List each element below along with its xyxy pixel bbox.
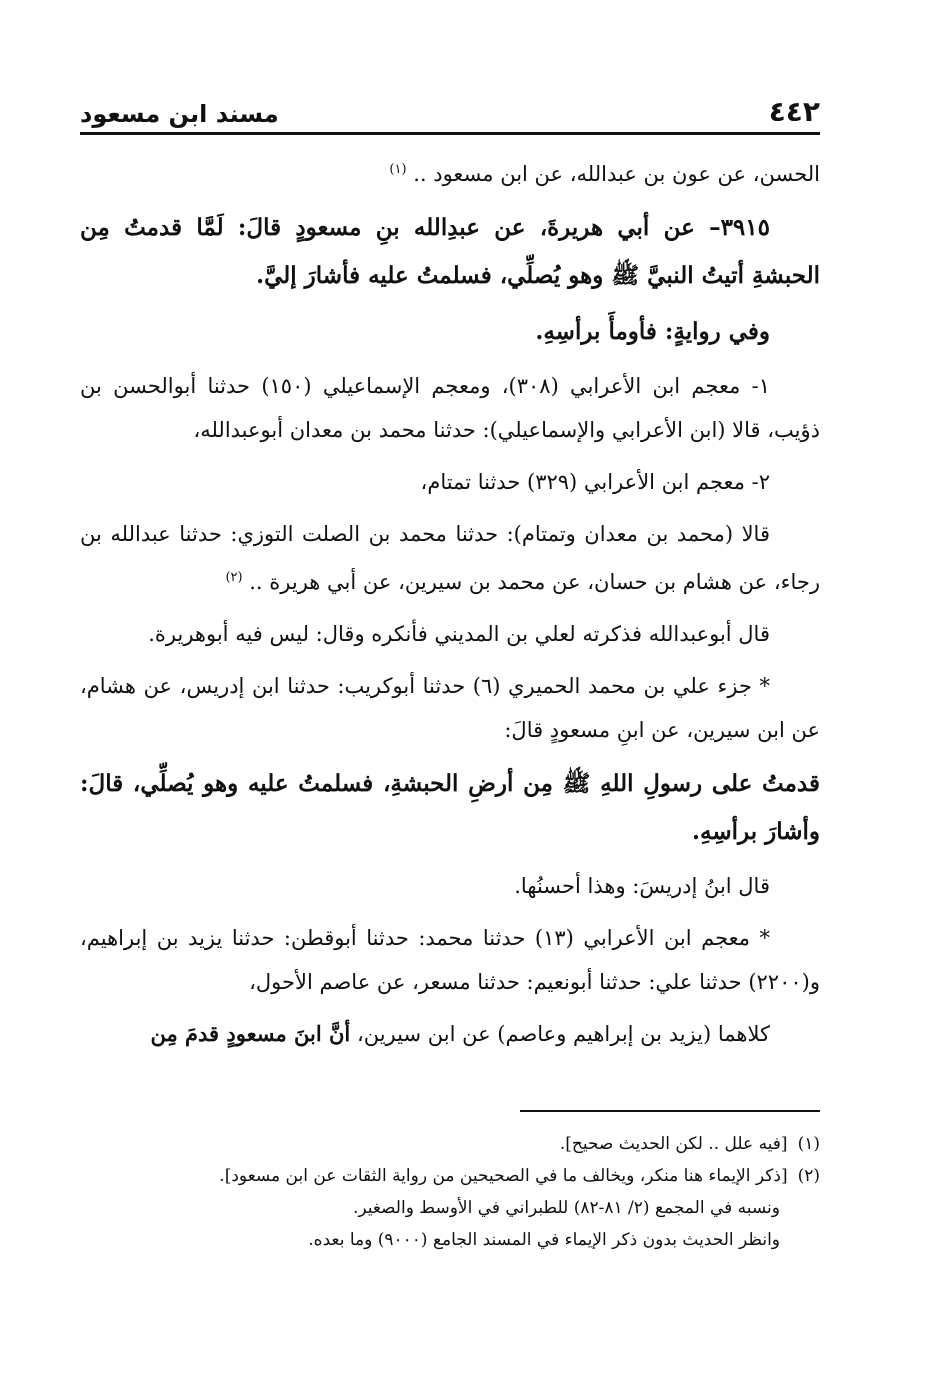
paragraph-text: كلاهما (يزيد بن إبراهيم وعاصم) عن ابن سيرين، [350,1022,770,1046]
source-juz: * جزء علي بن محمد الحميري (٦) حدثنا أبوكريب: حدثنا ابن إدريس، عن هشام، عن ابن سيرين، عن ابنِ مسعودٍ قالَ: [80,674,820,742]
footnote-2-line-3: وانظر الحديث بدون ذكر الإيماء في المسند الجامع (٩٠٠٠) وما بعده. [308,1230,780,1250]
isnad-paragraph [80,512,820,604]
hadith-variant: وفي روايةٍ: فأومأَ برأسِهِ. [535,318,770,345]
final-paragraph [80,1012,820,1056]
paragraph-continuation [80,148,820,196]
footnote-ref-2: (٢) [225,570,243,585]
page-number: ٤٤٢ [768,95,820,128]
footnote-2-line-2: ونسبه في المجمع (٢/ ٨١-٨٢) للطبراني في الأوسط والصغير. [352,1198,780,1218]
page-header [80,88,820,135]
source-2: ٢- معجم ابن الأعرابي (٣٢٩) حدثنا تمتام، [420,470,770,494]
paragraph-text: قالا (محمد بن معدان وتمتام): حدثنا محمد بن الصلت التوزي: حدثنا عبدالله بن رجاء، عن هشام بن حسان، عن محمد بن سيرين، عن أبي هريرة .. [80,522,820,594]
paragraph-bold-text: أنَّ ابنَ مسعودٍ قدمَ مِن [150,1021,351,1046]
footnote-ref-1: (١) [389,162,407,177]
hadith-text: قدمتُ على رسولِ اللهِ ﷺ مِن أرضِ الحبشةِ، فسلمتُ عليه وهو يُصلِّي، قالَ: وأشارَ برأسِهِ. [80,770,820,845]
footnote-1 [80,1128,820,1160]
source-1: ١- معجم ابن الأعرابي (٣٠٨)، ومعجم الإسماعيلي (١٥٠) حدثنا أبوالحسن بن ذؤيب، قالا (ابن الأعرابي والإسماعيلي): حدثنا محمد بن معدان أبوعبدالله، [80,374,820,442]
paragraph-text: الحسن، عن عون بن عبدالله، عن ابن مسعود .. [406,162,820,186]
footnote-separator [520,1110,820,1112]
footnote-number: (١) [797,1134,820,1154]
comment-paragraph: قال أبوعبدالله فذكرته لعلي بن المديني فأنكره وقال: ليس فيه أبوهريرة. [148,622,770,646]
hadith-3915: ٣٩١٥– عن أبي هريرةَ، عن عبدِالله بنِ مسعودٍ قالَ: لَمَّا قدمتُ مِن الحبشةِ أتيتُ النبيَّ ﷺ وهو يُصلِّي، فسلمتُ عليه فأشارَ إليَّ. [80,214,820,289]
footnotes [80,1128,820,1256]
footnote-2 [80,1160,820,1192]
page-body [80,148,820,1064]
footnote-number: (٢) [797,1166,820,1186]
source-muajam: * معجم ابن الأعرابي (١٣) حدثنا محمد: حدثنا أبوقطن: حدثنا يزيد بن إبراهيم، و(٢٢٠٠) حدثنا علي: حدثنا أبونعيم: حدثنا مسعر، عن عاصم الأحول، [80,926,820,994]
footnote-text: [ذكر الإيماء هنا منكر، ويخالف ما في الصحيحين من رواية الثقات عن ابن مسعود]. [219,1166,788,1186]
running-title: مسند ابن مسعود [80,100,279,128]
ibn-idris-comment: قال ابنُ إدريسَ: وهذا أحسنُها. [514,874,770,898]
footnote-text: [فيه علل .. لكن الحديث صحيح]. [559,1134,788,1154]
